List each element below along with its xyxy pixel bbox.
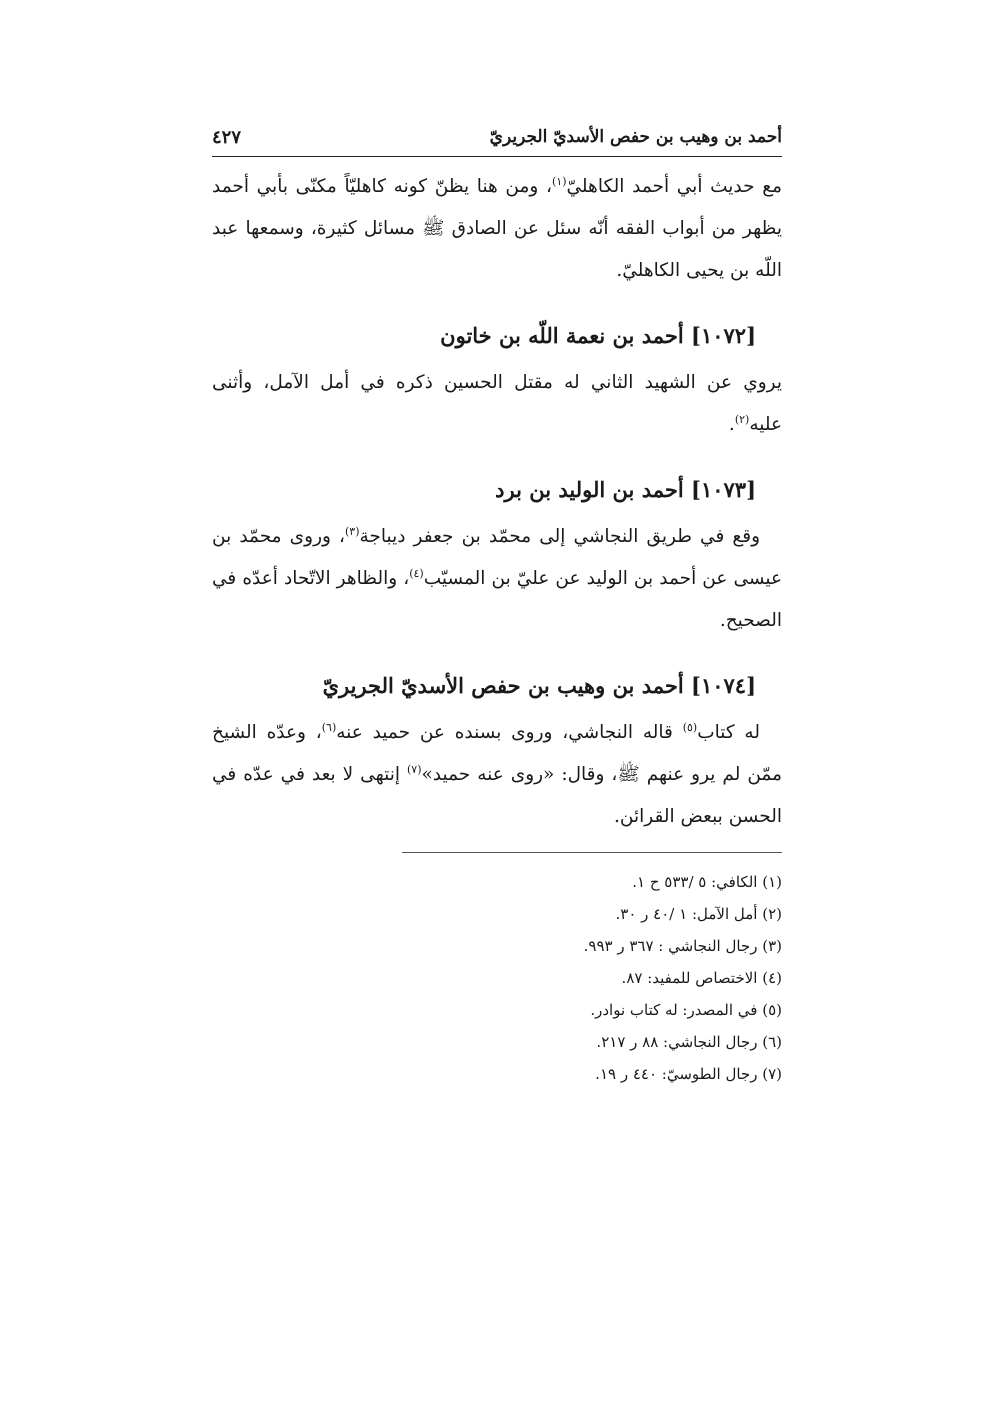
footnote-item: (٧) رجال الطوسيّ: ٤٤٠ ر ١٩. xyxy=(595,1065,782,1083)
entry-1074-paragraph xyxy=(212,712,782,838)
intro-text-2: ، ومن هنا يظنّ كونه كاهليّاً مكنّى بأبي أحمد يظهر من أبواب الفقه أنّه سئل عن الصادق ﷺ مسائل كثيرة، وسمعها عبد اللّه بن يحيى الكاهليّ. xyxy=(212,176,782,281)
page-header xyxy=(212,120,782,154)
footnotes-list xyxy=(212,866,782,1090)
footnote-item: (٤) الاختصاص للمفيد: ٨٧. xyxy=(621,969,782,987)
entry-1074-text-3: ، وعدّه الشيخ ممّن لم يرو عنهم ﷺ، وقال: «روى عنه حميد» xyxy=(212,722,783,785)
entry-1073-paragraph xyxy=(212,516,782,642)
entry-1073-text-3: ، والظاهر الاتّحاد أعدّه في الصحيح. xyxy=(212,568,782,631)
entry-heading-1074: [١٠٧٤] أحمد بن وهيب بن حفص الأسديّ الجريريّ xyxy=(322,673,756,698)
footnote-separator xyxy=(402,852,782,853)
entry-1072-paragraph xyxy=(212,362,782,446)
entry-1074-text-2: قاله النجاشي، وروى بسنده عن حميد عنه xyxy=(336,722,683,743)
entry-1072-text-2: . xyxy=(728,414,735,435)
entry-1074-text-4: إنتهى لا بعد في عدّه في الحسن ببعض القرائن. xyxy=(212,764,782,827)
entry-1072-text-1: يروي عن الشهيد الثاني له مقتل الحسين ذكره في أمل الآمل، وأثنى عليه xyxy=(212,372,782,435)
running-title: أحمد بن وهيب بن حفص الأسديّ الجريريّ xyxy=(489,127,782,147)
entry-heading-1072: [١٠٧٢] أحمد بن نعمة اللّه بن خاتون xyxy=(440,323,756,348)
page-number: ٤٢٧ xyxy=(212,126,242,148)
intro-paragraph xyxy=(212,166,782,292)
footnote-ref-4: (٤) xyxy=(409,566,424,580)
footnote-ref-6: (٦) xyxy=(321,720,337,734)
header-rule xyxy=(212,156,782,157)
entry-1074-text-1: له كتاب xyxy=(697,722,760,743)
entry-1073-text-1: وقع في طريق النجاشي إلى محمّد بن جعفر ديباجة xyxy=(359,526,761,547)
entry-1073-text-2: ، وروى محمّد بن عيسى عن أحمد بن الوليد عن عليّ بن المسيّب xyxy=(212,526,782,589)
footnote-item: (٥) في المصدر: له كتاب نوادر. xyxy=(590,1001,782,1019)
footnote-item: (٦) رجال النجاشي: ٨٨ ر ٢١٧. xyxy=(596,1033,782,1051)
footnote-item: (٣) رجال النجاشي : ٣٦٧ ر ٩٩٣. xyxy=(583,937,782,955)
entry-heading-1073: [١٠٧٣] أحمد بن الوليد بن برد xyxy=(495,477,756,502)
main-content xyxy=(212,166,782,838)
footnote-item: (٢) أمل الآمل: ١ /٤٠ ر ٣٠. xyxy=(615,905,782,923)
footnote-ref-5: (٥) xyxy=(682,720,698,734)
footnote-ref-7: (٧) xyxy=(406,762,422,776)
footnote-ref-1: (١) xyxy=(552,174,567,188)
footnote-ref-3: (٣) xyxy=(345,524,360,538)
intro-text-1: مع حديث أبي أحمد الكاهليّ xyxy=(566,176,782,197)
footnote-item: (١) الكافي: ٥ /٥٣٣ ح ١. xyxy=(632,873,782,891)
footnote-ref-2: (٢) xyxy=(734,412,750,426)
